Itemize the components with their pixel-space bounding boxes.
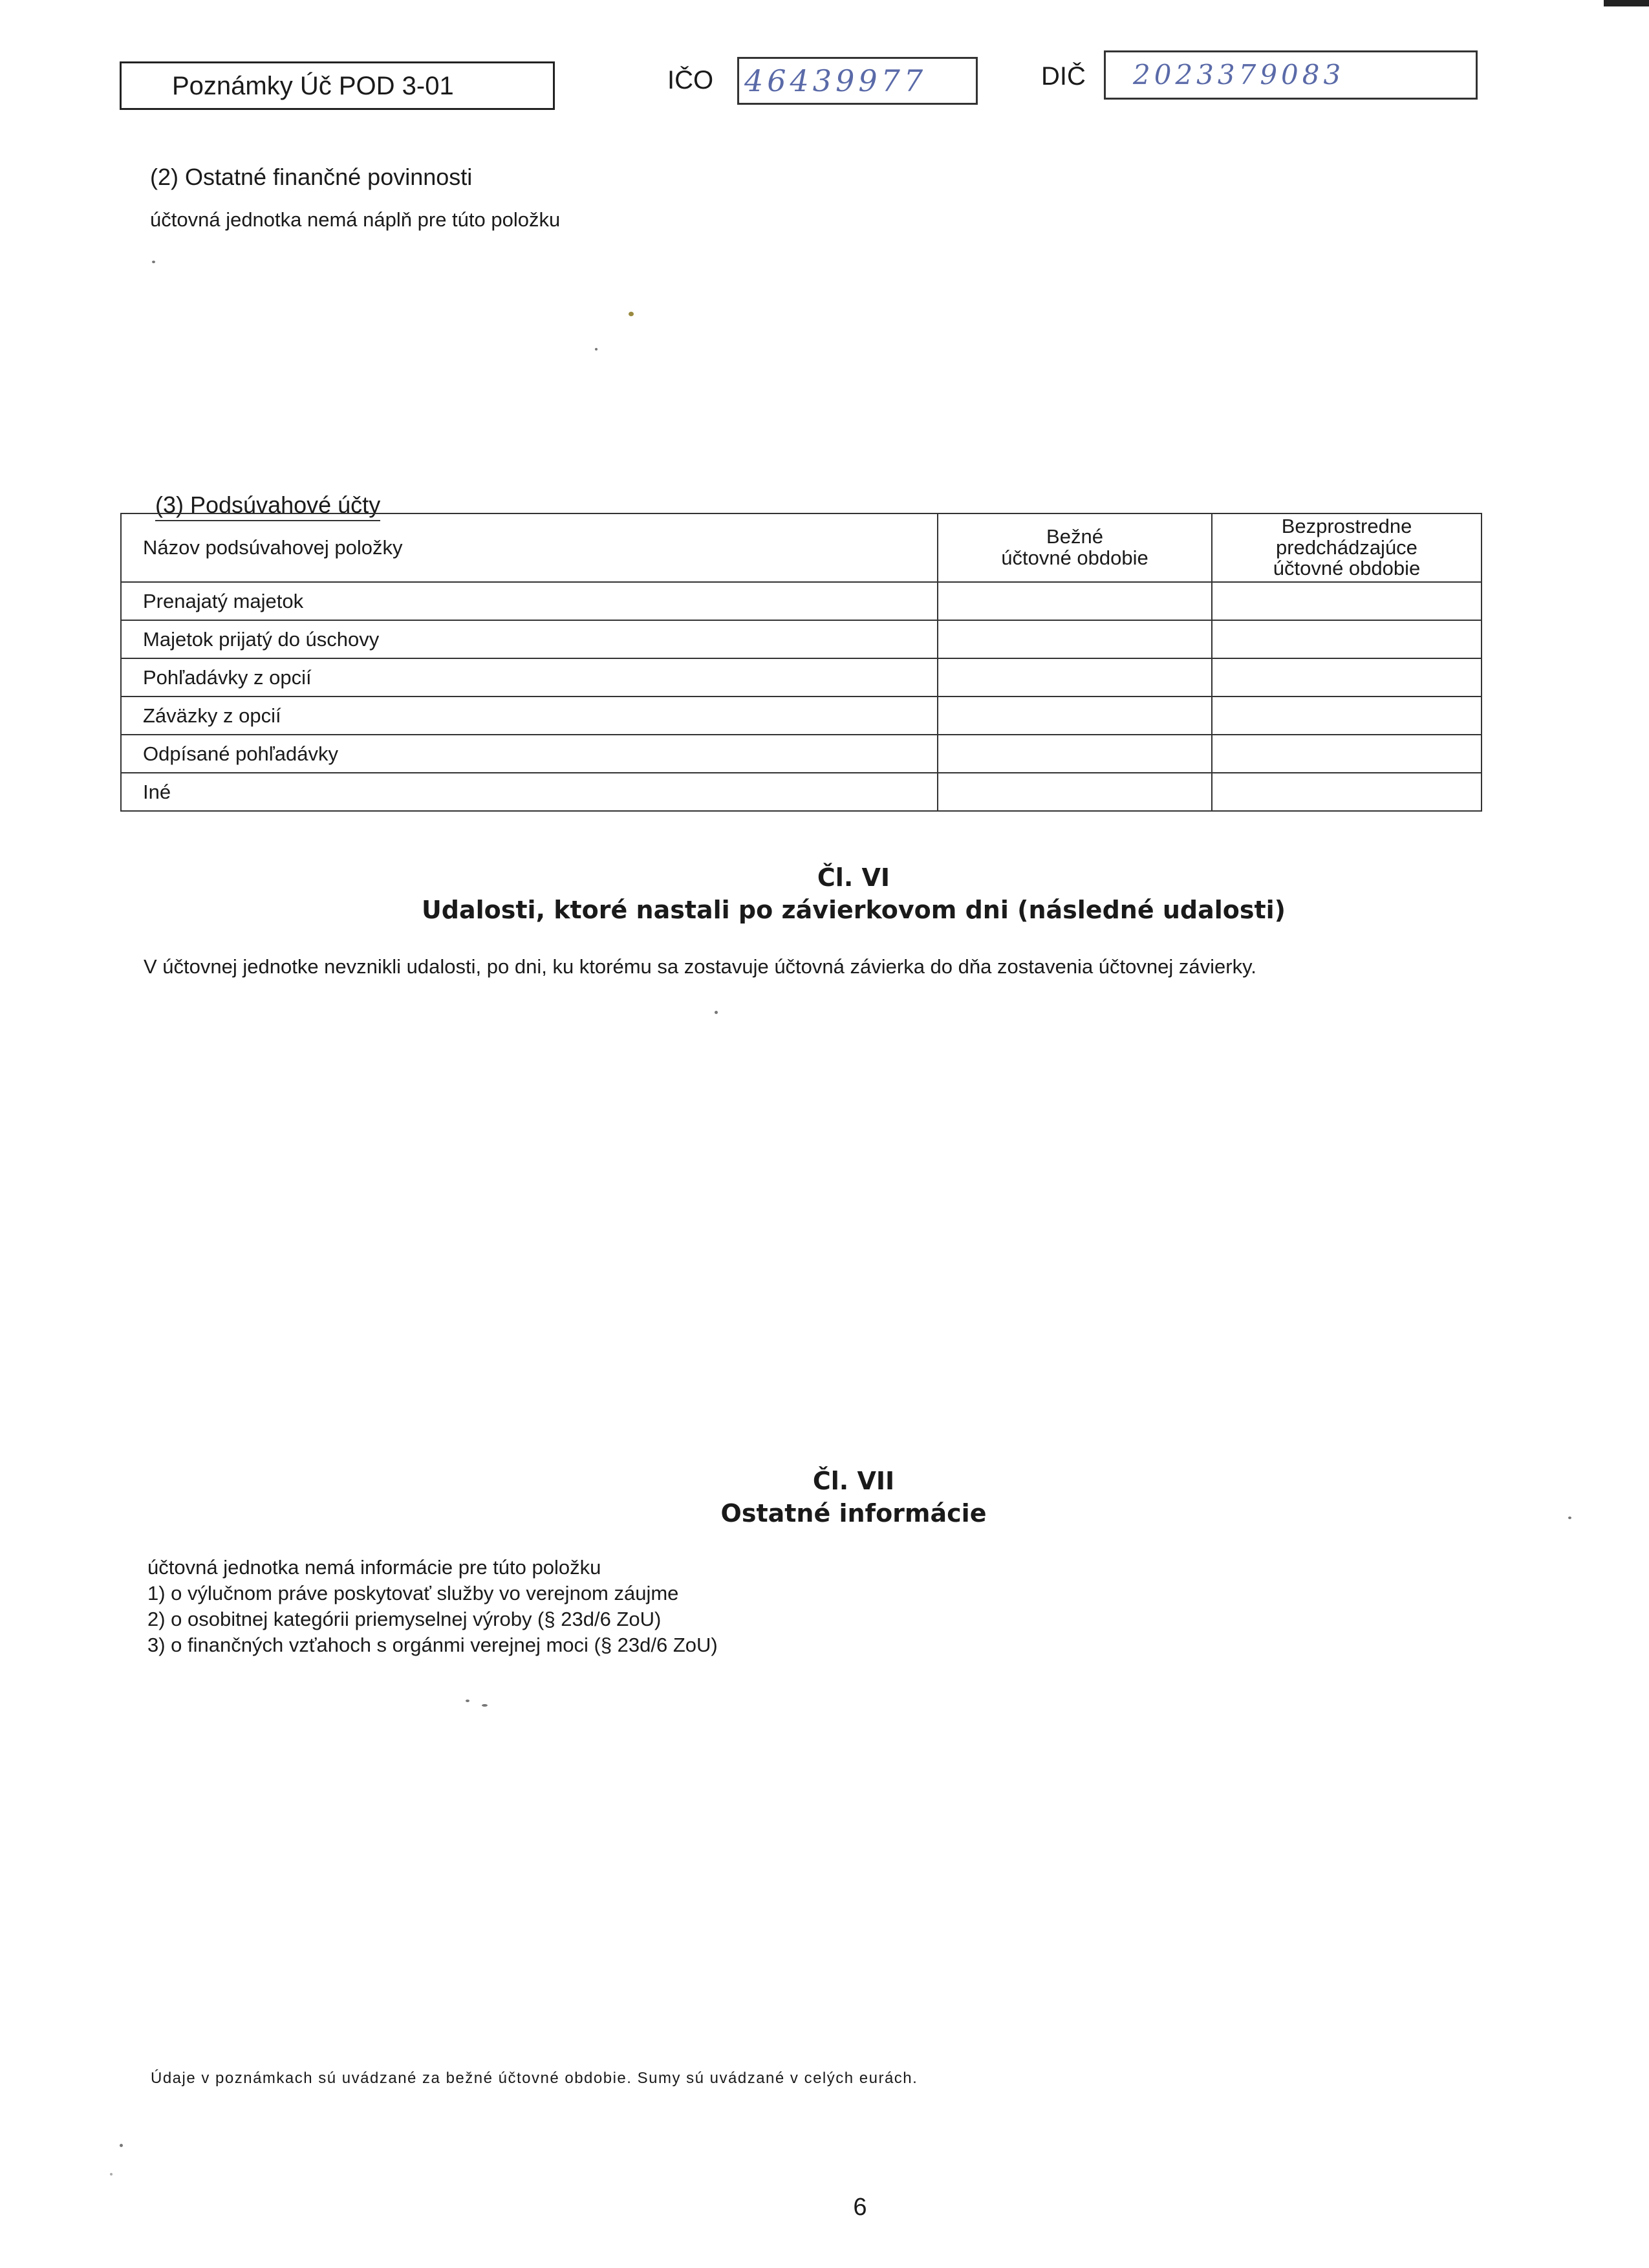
row-current	[938, 773, 1212, 811]
row-name: Záväzky z opcií	[121, 697, 938, 735]
dic-label: DIČ	[1041, 62, 1086, 91]
table-row	[121, 735, 1482, 773]
article-7-line: 3) o finančných vzťahoch s orgánmi verejnej moci (§ 23d/6 ZoU)	[147, 1634, 718, 1656]
table-row	[121, 658, 1482, 697]
row-previous	[1212, 658, 1482, 697]
article-7-number: Čl. VII	[812, 1467, 895, 1495]
scan-speck	[152, 261, 155, 263]
page-number: 6	[853, 2194, 867, 2221]
table-row	[121, 773, 1482, 811]
ico-label: IČO	[667, 66, 714, 94]
section-3-title: (3) Podsúvahové účty	[155, 491, 380, 521]
row-current	[938, 658, 1212, 697]
scan-speck	[1568, 1517, 1571, 1519]
row-current	[938, 697, 1212, 735]
scan-speck	[120, 2144, 123, 2147]
article-6-number: Čl. VI	[817, 863, 890, 892]
scan-speck	[629, 312, 634, 316]
scan-speck	[715, 1011, 718, 1014]
row-previous	[1212, 620, 1482, 658]
header-previous-period: Bezprostredne predchádzajúce účtovné obdobie	[1212, 513, 1482, 582]
off-balance-table	[120, 513, 1482, 812]
row-previous	[1212, 735, 1482, 773]
row-name: Iné	[121, 773, 938, 811]
row-current	[938, 620, 1212, 658]
table-row	[121, 620, 1482, 658]
row-name: Pohľadávky z opcií	[121, 658, 938, 697]
article-7-line: účtovná jednotka nemá informácie pre túto položku	[147, 1556, 601, 1579]
ico-value: 46439977	[737, 57, 978, 105]
scan-speck	[110, 2173, 113, 2176]
scan-speck	[482, 1704, 488, 1707]
article-7-line: 1) o výlučnom práve poskytovať služby vo verejnom záujme	[147, 1582, 679, 1604]
row-previous	[1212, 582, 1482, 620]
section-2-note: účtovná jednotka nemá náplň pre túto položku	[150, 208, 561, 231]
header-item-name: Názov podsúvahovej položky	[121, 513, 938, 582]
footer-note: Údaje v poznámkach sú uvádzané za bežné účtovné obdobie. Sumy sú uvádzané v celých eurách.	[151, 2069, 918, 2087]
article-6-text: V účtovnej jednotke nevznikli udalosti, po dni, ku ktorému sa zostavuje účtovná závierka do dňa zostavenia účtovnej závierky.	[144, 955, 1256, 978]
scan-edge-mark	[1604, 0, 1649, 6]
table-header-row	[121, 513, 1482, 582]
row-name: Majetok prijatý do úschovy	[121, 620, 938, 658]
form-label: Poznámky Úč POD 3-01	[120, 61, 555, 110]
dic-value: 2023379083	[1104, 50, 1478, 100]
scan-speck	[466, 1700, 469, 1702]
row-current	[938, 582, 1212, 620]
row-previous	[1212, 773, 1482, 811]
table-row	[121, 582, 1482, 620]
article-7-title: Ostatné informácie	[720, 1499, 987, 1528]
article-7-list	[147, 1555, 718, 1658]
table-row	[121, 697, 1482, 735]
section-2-title: (2) Ostatné finančné povinnosti	[150, 164, 473, 190]
row-name: Prenajatý majetok	[121, 582, 938, 620]
row-previous	[1212, 697, 1482, 735]
row-name: Odpísané pohľadávky	[121, 735, 938, 773]
header-current-period: Bežné účtovné obdobie	[938, 513, 1212, 582]
scan-speck	[595, 348, 598, 351]
article-7-line: 2) o osobitnej kategórii priemyselnej výroby (§ 23d/6 ZoU)	[147, 1608, 662, 1630]
row-current	[938, 735, 1212, 773]
article-6-title: Udalosti, ktoré nastali po závierkovom dni (následné udalosti)	[421, 896, 1286, 924]
